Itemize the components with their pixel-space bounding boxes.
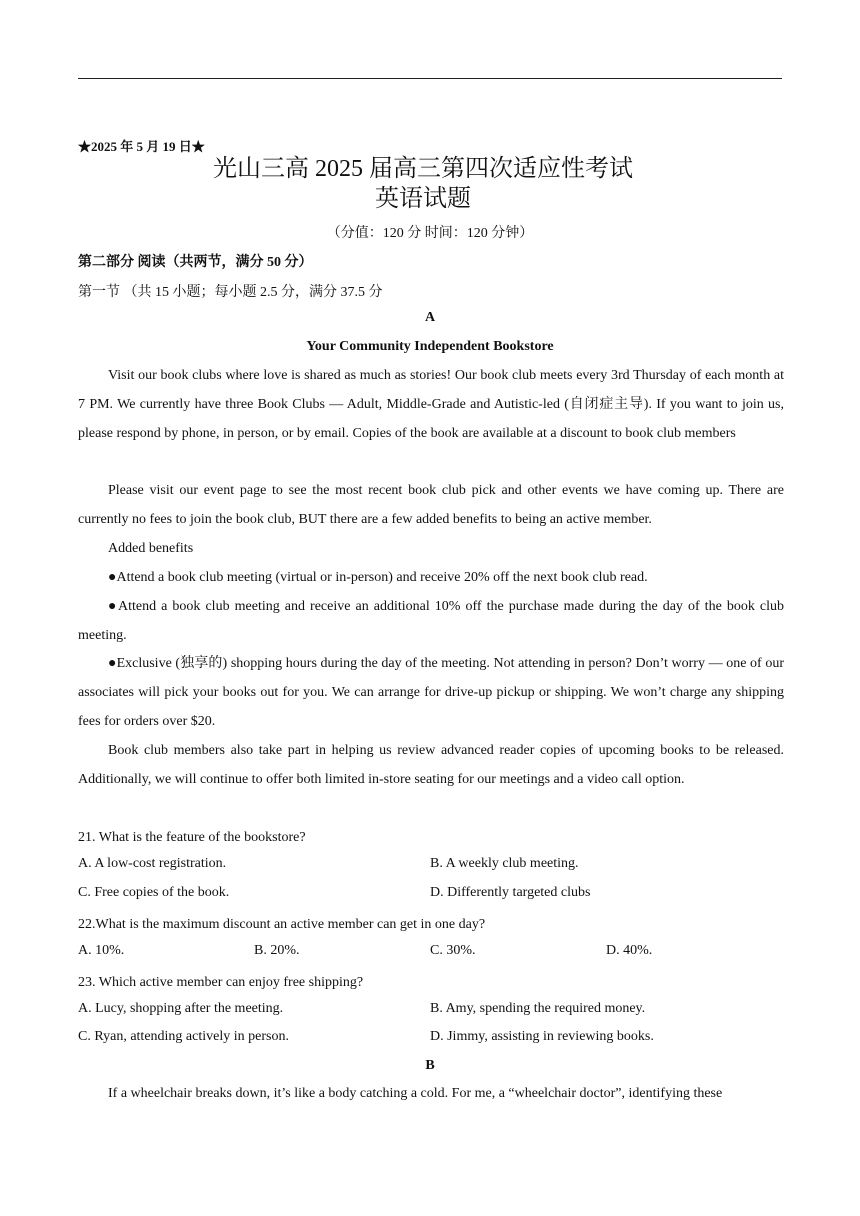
- passage-a-paragraph-2: Please visit our event page to see the most recent book club pick and other events we have coming up. There are currently no fees to join the book club, BUT there are a few added benefits to being an active member.: [78, 483, 784, 527]
- q21-option-c: C. Free copies of the book.: [78, 885, 230, 900]
- q21-option-d: D. Differently targeted clubs: [430, 885, 591, 900]
- exam-title: 光山三高 2025 届高三第四次适应性考试: [213, 156, 633, 182]
- passage-b-label: B: [425, 1058, 435, 1073]
- question-21: 21. What is the feature of the bookstore?: [78, 830, 306, 845]
- q23-option-d: D. Jimmy, assisting in reviewing books.: [430, 1029, 654, 1044]
- header-rule: [78, 78, 782, 79]
- passage-a-paragraph-last: Book club members also take part in helping us review advanced reader copies of upcoming books to be released. Additionally, we will continue to offer both limited in-store seating for our meetings and a video call option.: [78, 743, 784, 787]
- passage-a-title: Your Community Independent Bookstore: [306, 339, 554, 354]
- passage-a-benefit-2: ●Attend a book club meeting and receive an additional 10% off the purchase made during the day of the book club meeting.: [78, 599, 784, 643]
- question-23: 23. Which active member can enjoy free shipping?: [78, 975, 364, 990]
- question-22: 22.What is the maximum discount an active member can get in one day?: [78, 917, 486, 932]
- passage-a-benefit-3: ●Exclusive (独享的) shopping hours during the day of the meeting. Not attending in person? Don’t worry — one of our associates will pick your books out for you. We can arrange for drive-up pickup or shipping. We won’t charge any shipping fees for orders over $20.: [78, 656, 784, 729]
- section-heading: 第一节 （共 15 小题；每小题 2.5 分，满分 37.5 分: [78, 285, 383, 300]
- q21-option-a: A. A low-cost registration.: [78, 856, 227, 871]
- passage-a-label: A: [424, 310, 436, 325]
- q22-option-b: B. 20%.: [254, 943, 300, 958]
- exam-date: ★2025 年 5 月 19 日★: [78, 139, 205, 154]
- exam-score-time: （分值：120 分 时间：120 分钟）: [326, 226, 534, 241]
- q23-option-c: C. Ryan, attending actively in person.: [78, 1029, 289, 1044]
- q22-option-c: C. 30%.: [430, 943, 476, 958]
- part-heading: 第二部分 阅读（共两节，满分 50 分）: [78, 255, 313, 270]
- passage-a-benefits-label: Added benefits: [108, 541, 194, 556]
- q22-option-a: A. 10%.: [78, 943, 125, 958]
- passage-a-paragraph-1: Visit our book clubs where love is shared as much as stories! Our book club meets every 3rd Thursday of each month at 7 PM. We currently have three Book Clubs — Adult, Middle-Grade and Autistic-led (自闭症主导). If you want to join us, please respond by phone, in person, or by email. Copies of the book are available at a discount to book club members: [78, 368, 784, 441]
- passage-a-benefit-1: ●Attend a book club meeting (virtual or in-person) and receive 20% off the next book club read.: [108, 570, 648, 585]
- q23-option-a: A. Lucy, shopping after the meeting.: [78, 1001, 284, 1016]
- exam-subject: 英语试题: [375, 186, 471, 212]
- passage-b-paragraph-1: If a wheelchair breaks down, it’s like a body catching a cold. For me, a “wheelchair doctor”, identifying these: [108, 1086, 723, 1101]
- q22-option-d: D. 40%.: [606, 943, 653, 958]
- q21-option-b: B. A weekly club meeting.: [430, 856, 579, 871]
- q23-option-b: B. Amy, spending the required money.: [430, 1001, 646, 1016]
